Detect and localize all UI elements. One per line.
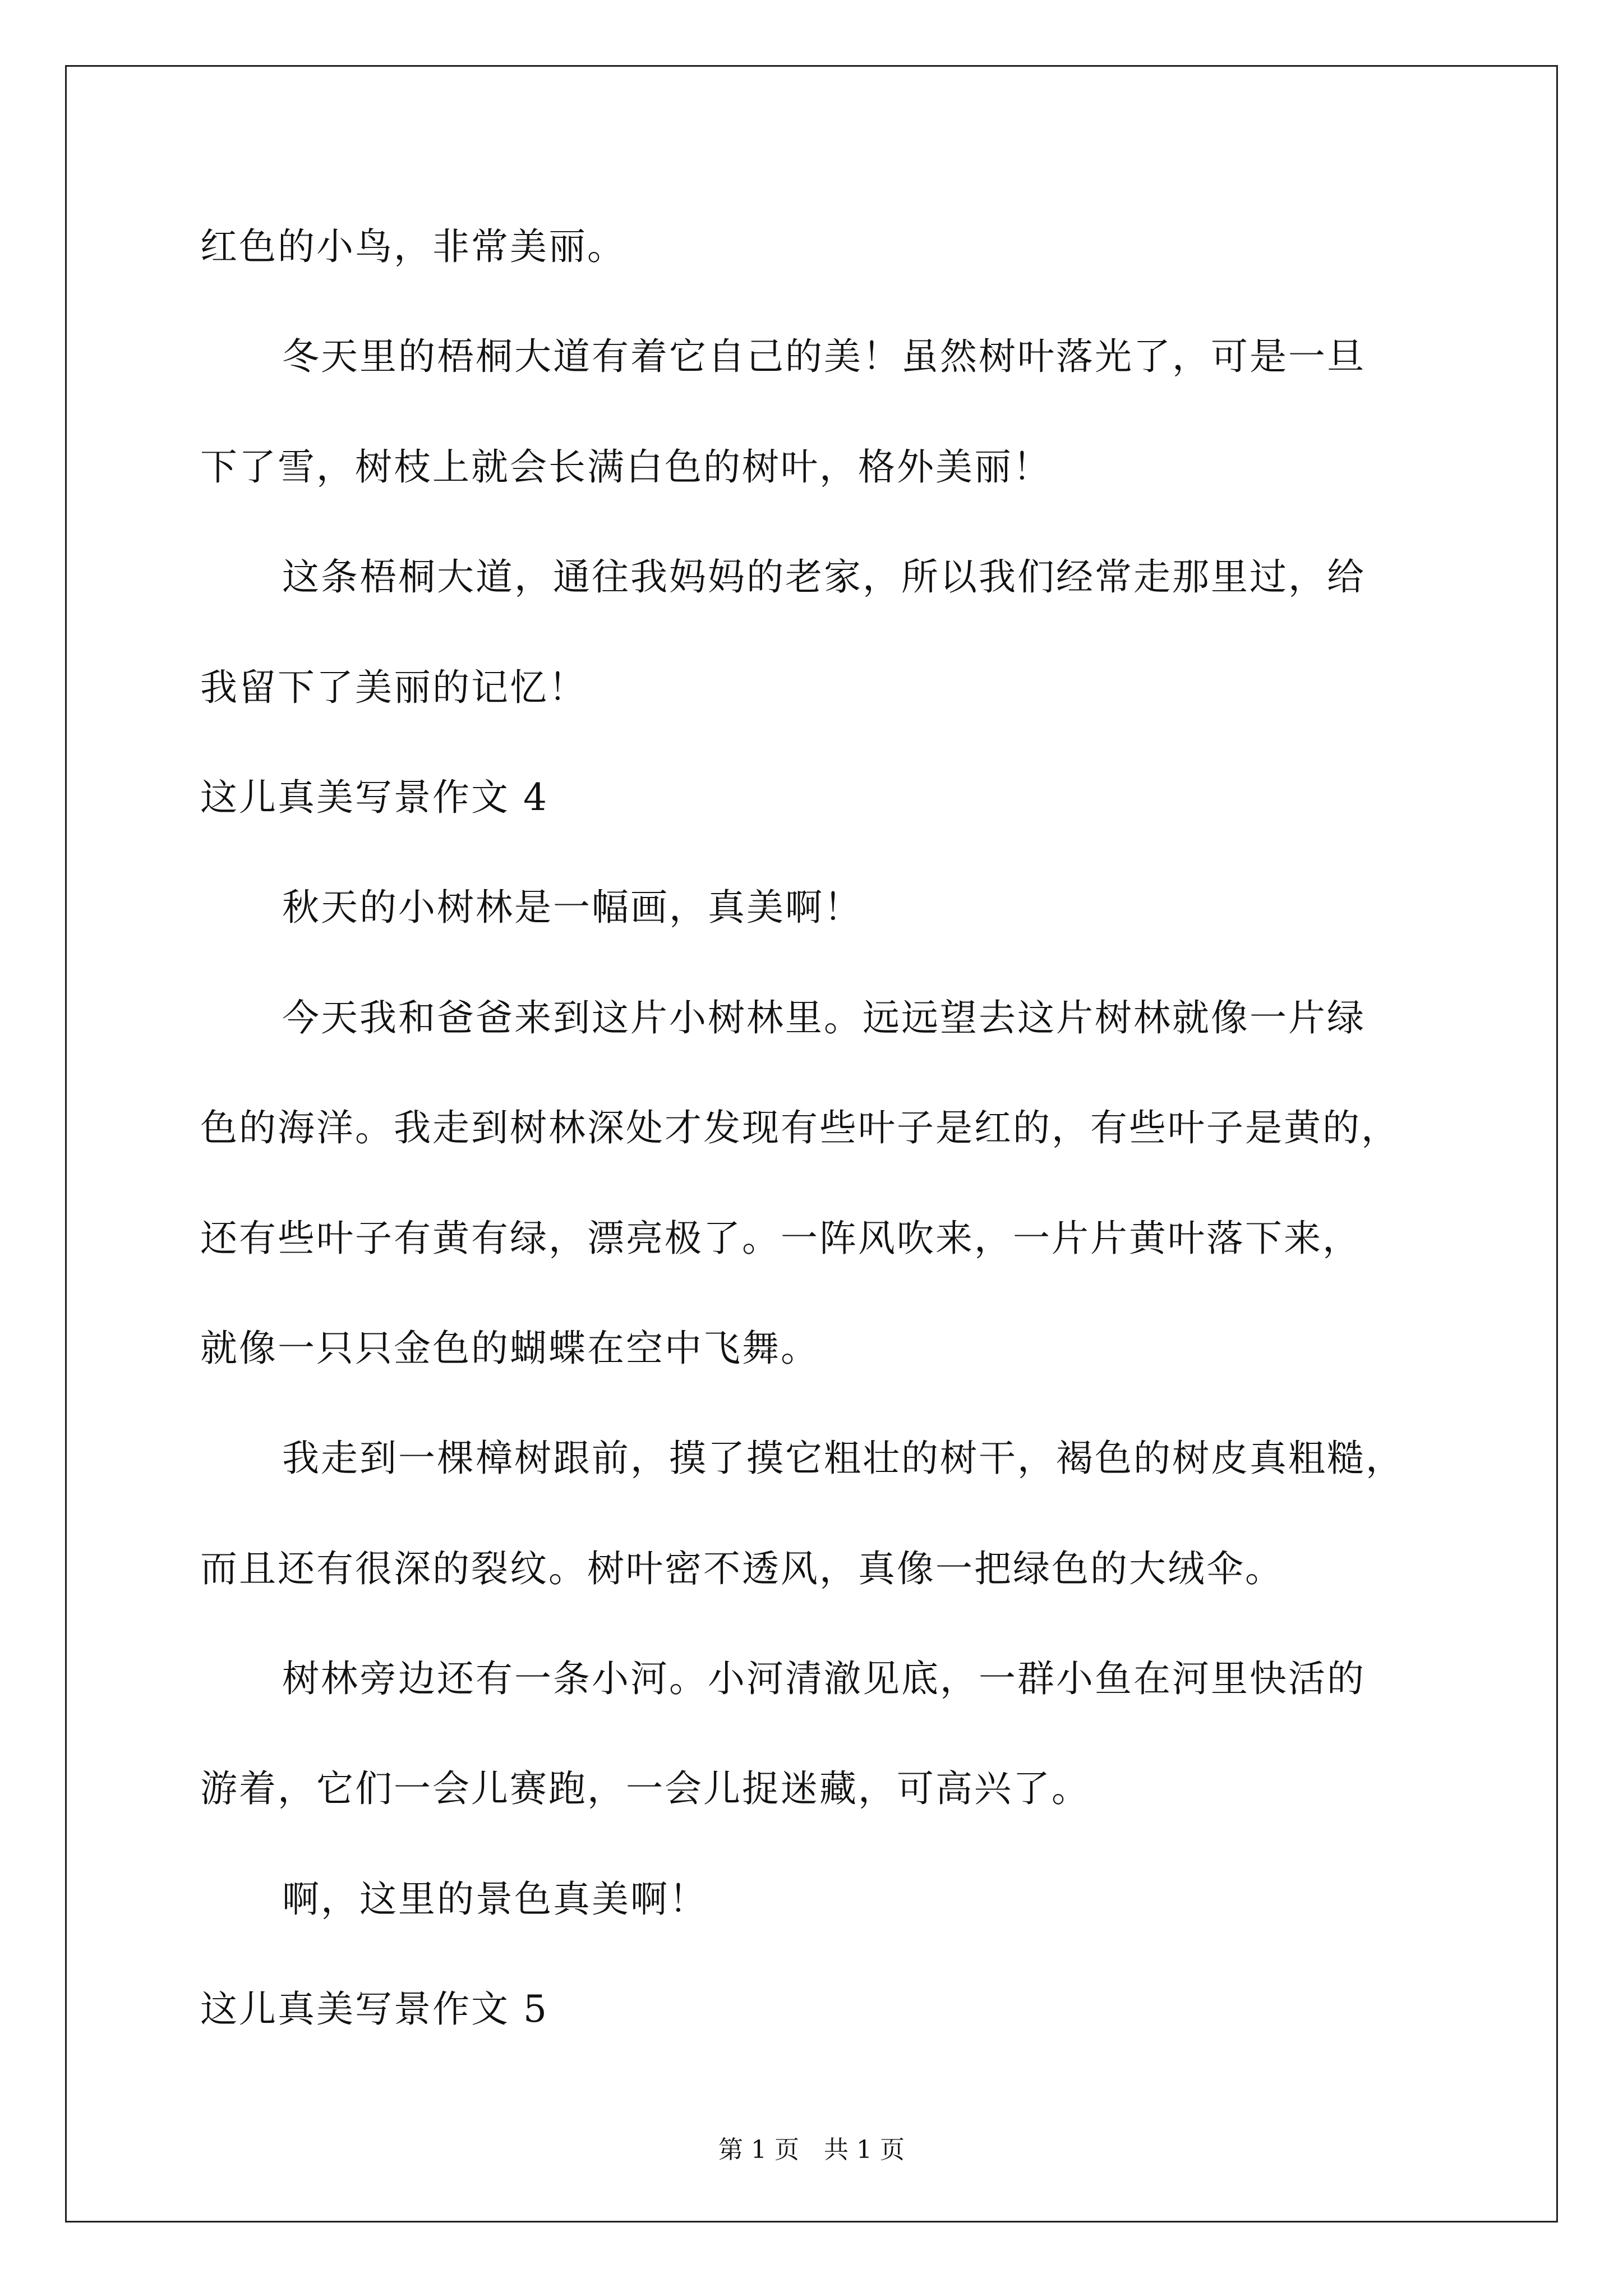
text-line: 下了雪，树枝上就会长满白色的树叶，格外美丽！ bbox=[200, 445, 1052, 489]
section-heading: 这儿真美写景作文 4 bbox=[200, 775, 548, 819]
text-line: 我走到一棵樟树跟前，摸了摸它粗壮的树干，褐色的树皮真粗糙， bbox=[282, 1437, 1404, 1480]
text-line: 今天我和爸爸来到这片小树林里。远远望去这片树林就像一片绿 bbox=[282, 996, 1366, 1039]
text-line: 啊，这里的景色真美啊！ bbox=[282, 1877, 708, 1921]
text-line: 我留下了美丽的记忆！ bbox=[200, 665, 587, 709]
text-line: 色的海洋。我走到树林深处才发现有些叶子是红的，有些叶子是黄的， bbox=[200, 1106, 1400, 1150]
text-line: 而且还有很深的裂纹。树叶密不透风，真像一把绿色的大绒伞。 bbox=[200, 1547, 1284, 1590]
text-line: 冬天里的梧桐大道有着它自己的美！虽然树叶落光了，可是一旦 bbox=[282, 335, 1366, 379]
text-line: 游着，它们一会儿赛跑，一会儿捉迷藏，可高兴了。 bbox=[200, 1767, 1090, 1811]
document-body bbox=[200, 208, 1428, 2081]
text-line: 树林旁边还有一条小河。小河清澈见底，一群小鱼在河里快活的 bbox=[282, 1657, 1366, 1701]
page-number-footer: 第 1 页 共 1 页 bbox=[718, 2136, 905, 2164]
text-line: 秋天的小树林是一幅画，真美啊！ bbox=[282, 886, 863, 930]
section-heading: 这儿真美写景作文 5 bbox=[200, 1987, 548, 2031]
text-line: 就像一只只金色的蝴蝶在空中飞舞。 bbox=[200, 1326, 819, 1370]
text-line: 还有些叶子有黄有绿，漂亮极了。一阵风吹来，一片片黄叶落下来， bbox=[200, 1216, 1361, 1260]
text-line: 红色的小鸟，非常美丽。 bbox=[200, 225, 626, 268]
text-line: 这条梧桐大道，通往我妈妈的老家，所以我们经常走那里过，给 bbox=[282, 555, 1366, 599]
